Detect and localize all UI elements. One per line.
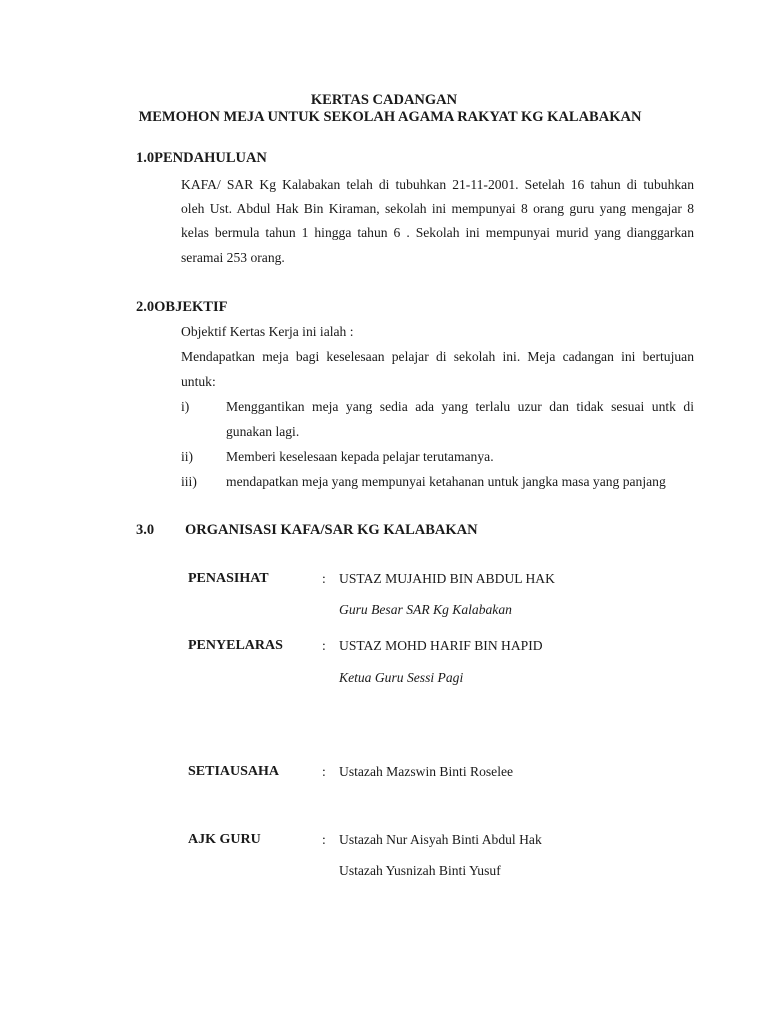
org-name-ajk-guru-1: Ustazah Nur Aisyah Binti Abdul Hak <box>339 832 542 847</box>
org-role-penasihat: Guru Besar SAR Kg Kalabakan <box>339 602 512 617</box>
section-1-line-4: seramai 253 orang. <box>181 250 285 265</box>
org-label-penasihat: PENASIHAT <box>188 571 269 586</box>
document-subtitle: MEMOHON MEJA UNTUK SEKOLAH AGAMA RAKYAT KG KALABAKAN <box>138 109 642 125</box>
section-1-line-1: KAFA/ SAR Kg Kalabakan telah di tubuhkan 21-11-2001. Setelah 16 tahun di tubuhkan <box>181 177 694 192</box>
org-name-setiausaha: Ustazah Mazswin Binti Roselee <box>339 764 514 779</box>
org-name-penyelaras: USTAZ MOHD HARIF BIN HAPID <box>339 638 543 653</box>
objective-item-3-number: iii) <box>181 474 197 489</box>
section-2-intro: Objektif Kertas Kerja ini ialah : <box>181 324 354 339</box>
section-1-heading: 1.0PENDAHULUAN <box>136 150 267 166</box>
org-name-ajk-guru-2: Ustazah Yusnizah Binti Yusuf <box>339 863 501 878</box>
objective-item-2-number: ii) <box>181 449 194 464</box>
objective-item-1-text: Menggantikan meja yang sedia ada yang terlalu uzur dan tidak sesuai untk di <box>226 399 694 414</box>
section-2-paragraph-line-1: Mendapatkan meja bagi keselesaan pelajar di sekolah ini. Meja cadangan ini bertujuan <box>181 349 694 364</box>
section-3-number: 3.0 <box>136 522 155 538</box>
org-colon: : <box>322 571 326 586</box>
section-2-heading: 2.0OBJEKTIF <box>136 299 228 315</box>
section-3-heading: ORGANISASI KAFA/SAR KG KALABAKAN <box>185 522 478 538</box>
section-1-line-2: oleh Ust. Abdul Hak Bin Kiraman, sekolah ini mempunyai 8 orang guru yang mengajar 8 <box>181 201 694 216</box>
document-title: KERTAS CADANGAN <box>310 92 458 108</box>
objective-item-3-text: mendapatkan meja yang mempunyai ketahanan untuk jangka masa yang panjang <box>226 474 666 489</box>
org-colon: : <box>322 764 326 779</box>
objective-item-1-number: i) <box>181 399 190 414</box>
org-colon: : <box>322 832 326 847</box>
org-colon: : <box>322 638 326 653</box>
objective-item-2-text: Memberi keselesaan kepada pelajar terutamanya. <box>226 449 494 464</box>
section-2-paragraph-line-2: untuk: <box>181 374 216 389</box>
objective-item-1-text-cont: gunakan lagi. <box>226 424 300 439</box>
org-label-setiausaha: SETIAUSAHA <box>188 764 280 779</box>
org-role-penyelaras: Ketua Guru Sessi Pagi <box>339 670 464 685</box>
section-1-line-3: kelas bermula tahun 1 hingga tahun 6 . Sekolah ini mempunyai murid yang dianggarkan <box>181 225 694 240</box>
org-label-ajk-guru: AJK GURU <box>188 832 261 847</box>
org-name-penasihat: USTAZ MUJAHID BIN ABDUL HAK <box>339 571 555 586</box>
org-label-penyelaras: PENYELARAS <box>188 638 283 653</box>
